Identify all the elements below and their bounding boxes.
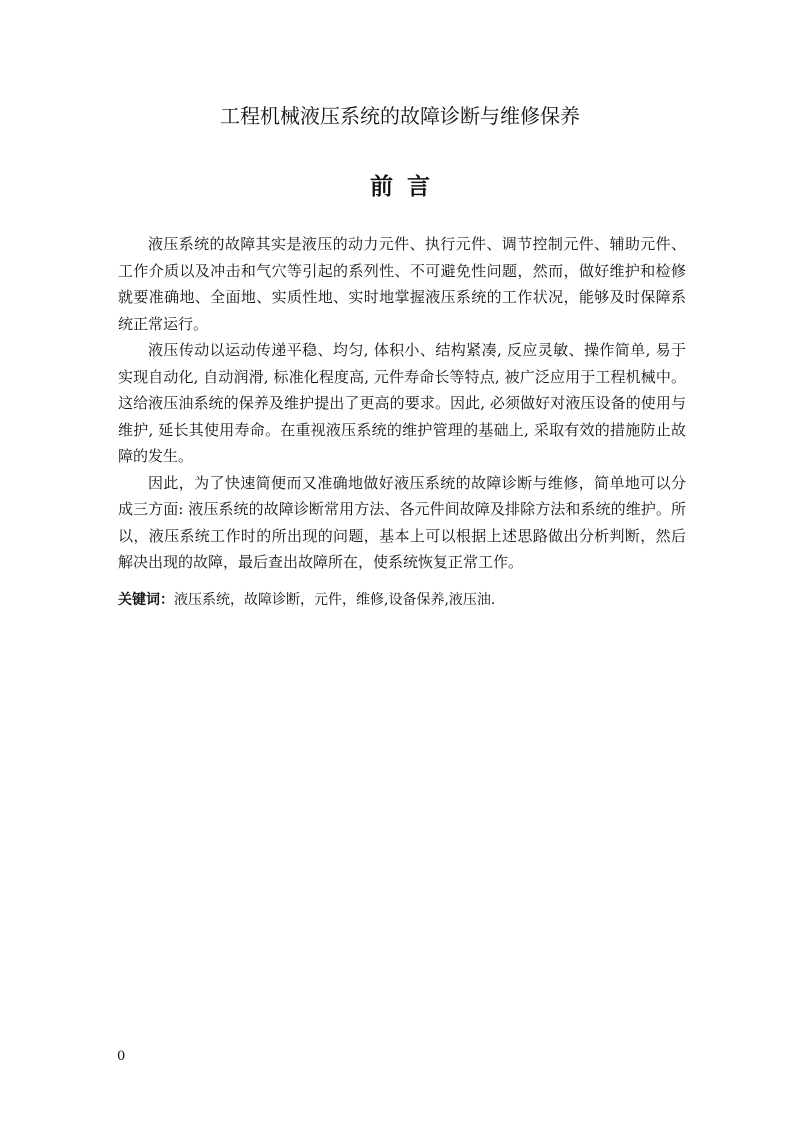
paragraph-3: 因此，为了快速简便而又准确地做好液压系统的故障诊断与维修，简单地可以分成三方面: 液压系统的故障诊断常用方法、各元件间故障及排除方法和系统的维护。所以，液压系统工作时的所出现的问题，基本上可以根据上述思路做出分析判断，然后解决出现的故障，最后查出故障所在，使系统恢复正常工作。 — [118, 473, 686, 571]
keywords-line — [118, 588, 698, 612]
paragraph-1: 液压系统的故障其实是液压的动力元件、执行元件、调节控制元件、辅助元件、工作介质以及冲击和气穴等引起的系列性、不可避免性问题，然而，做好维护和检修就要准确地、全面地、实质性地、实时地掌握液压系统的工作状况，能够及时保障系统正常运行。 — [118, 235, 686, 333]
document-title: 工程机械液压系统的故障诊断与维修保养 — [220, 104, 580, 128]
section-heading-preface: 前言 — [370, 174, 444, 200]
keywords-text: 液压系统，故障诊断，元件，维修,设备保养,液压油. — [174, 592, 496, 608]
keywords-label: 关键词： — [118, 592, 174, 608]
preface-body — [118, 231, 686, 576]
page-number: 0 — [117, 1049, 126, 1064]
paragraph-2: 液压传动以运动传递平稳、均匀, 体积小、结构紧凑, 反应灵敏、操作简单, 易于实现自动化, 自动润滑, 标准化程度高, 元件寿命长等特点, 被广泛应用于工程机械中。这给液压油系统的保养及维护提出了更高的要求。因此, 必须做好对液压设备的使用与维护, 延长其使用寿命。在重视液压系统的维护管理的基础上, 采取有效的措施防止故障的发生。 — [118, 341, 686, 465]
